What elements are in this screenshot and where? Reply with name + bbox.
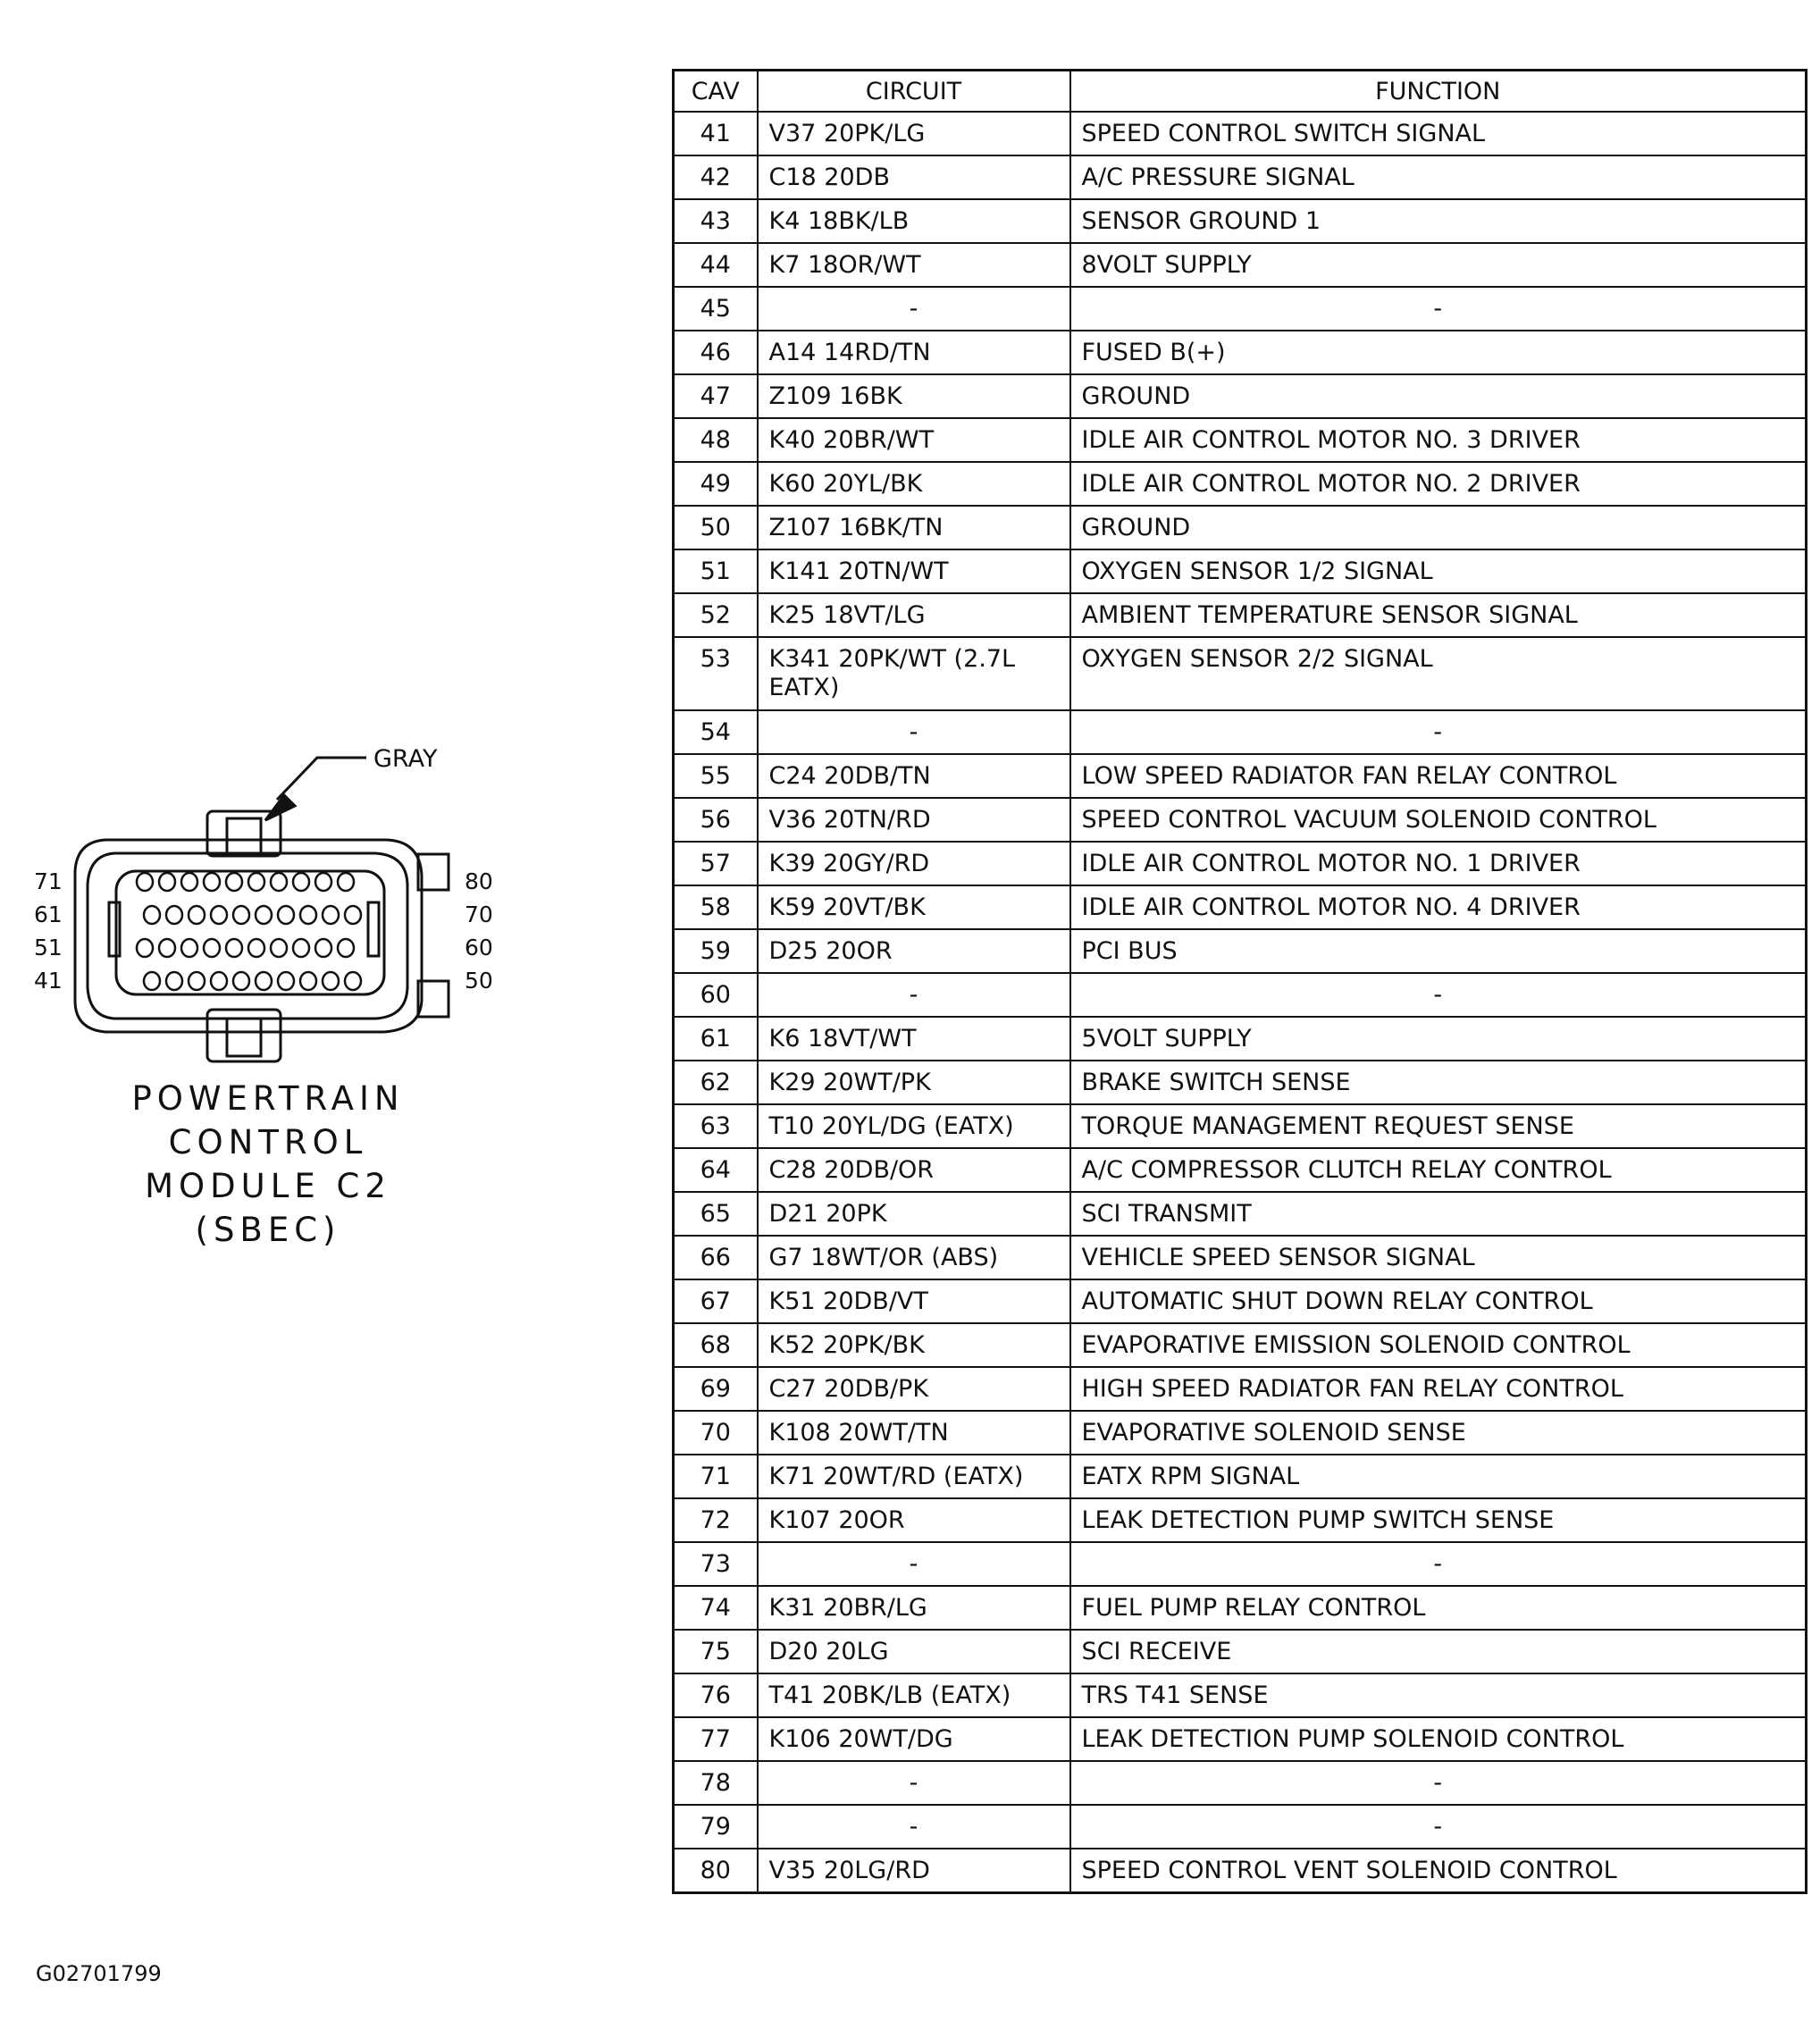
cell-circuit: - bbox=[758, 1805, 1070, 1849]
table-row bbox=[674, 199, 1807, 243]
cell-circuit: Z107 16BK/TN bbox=[758, 506, 1070, 549]
cell-cav: 53 bbox=[674, 637, 758, 710]
header-circuit: CIRCUIT bbox=[758, 71, 1070, 113]
table-row bbox=[674, 637, 1807, 710]
cell-function: FUSED B(+) bbox=[1070, 331, 1807, 374]
cell-circuit: K40 20BR/WT bbox=[758, 418, 1070, 462]
cell-circuit: - bbox=[758, 973, 1070, 1017]
cell-circuit: V35 20LG/RD bbox=[758, 1849, 1070, 1893]
bottom-latch-inner bbox=[227, 1019, 261, 1056]
table-row bbox=[674, 754, 1807, 798]
cell-function: BRAKE SWITCH SENSE bbox=[1070, 1061, 1807, 1104]
cell-cav: 46 bbox=[674, 331, 758, 374]
cell-cav: 69 bbox=[674, 1367, 758, 1411]
pin-cavity bbox=[256, 972, 272, 990]
pin-cavity bbox=[293, 939, 309, 957]
table-row bbox=[674, 155, 1807, 199]
cell-circuit: K71 20WT/RD (EATX) bbox=[758, 1455, 1070, 1498]
pin-label-left-2: 61 bbox=[34, 902, 63, 927]
table-row bbox=[674, 1805, 1807, 1849]
cell-cav: 61 bbox=[674, 1017, 758, 1061]
table-row bbox=[674, 331, 1807, 374]
module-title bbox=[54, 1077, 482, 1252]
pin-cavity bbox=[271, 873, 287, 891]
table-row bbox=[674, 1367, 1807, 1411]
cell-circuit: - bbox=[758, 1542, 1070, 1586]
pin-cavity bbox=[159, 939, 175, 957]
cell-function: AUTOMATIC SHUT DOWN RELAY CONTROL bbox=[1070, 1279, 1807, 1323]
pin-cavity bbox=[278, 972, 294, 990]
pinout-body bbox=[674, 112, 1807, 1893]
cell-cav: 58 bbox=[674, 885, 758, 929]
pin-cavity bbox=[166, 972, 182, 990]
pin-cavity bbox=[137, 873, 153, 891]
pin-cavity bbox=[300, 906, 316, 924]
table-row bbox=[674, 112, 1807, 155]
table-row bbox=[674, 1104, 1807, 1148]
table-row bbox=[674, 1586, 1807, 1630]
cell-function: - bbox=[1070, 710, 1807, 754]
cell-circuit: K59 20VT/BK bbox=[758, 885, 1070, 929]
table-row bbox=[674, 593, 1807, 637]
cell-circuit: V36 20TN/RD bbox=[758, 798, 1070, 842]
cell-circuit: K4 18BK/LB bbox=[758, 199, 1070, 243]
cell-function: SPEED CONTROL VENT SOLENOID CONTROL bbox=[1070, 1849, 1807, 1893]
cell-circuit: D25 20OR bbox=[758, 929, 1070, 973]
cell-function: 8VOLT SUPPLY bbox=[1070, 243, 1807, 287]
cell-function: TRS T41 SENSE bbox=[1070, 1673, 1807, 1717]
pin-cavity bbox=[226, 873, 242, 891]
table-row bbox=[674, 1061, 1807, 1104]
cell-circuit: - bbox=[758, 287, 1070, 331]
cell-cav: 73 bbox=[674, 1542, 758, 1586]
module-title-line-4: (SBEC) bbox=[195, 1211, 341, 1249]
table-row bbox=[674, 973, 1807, 1017]
table-row bbox=[674, 549, 1807, 593]
cell-cav: 67 bbox=[674, 1279, 758, 1323]
cell-function: GROUND bbox=[1070, 506, 1807, 549]
pin-cavity bbox=[144, 906, 160, 924]
pin-cavity bbox=[166, 906, 182, 924]
cell-cav: 76 bbox=[674, 1673, 758, 1717]
table-row bbox=[674, 1673, 1807, 1717]
pin-cavity bbox=[189, 906, 205, 924]
cell-cav: 68 bbox=[674, 1323, 758, 1367]
header-cav: CAV bbox=[674, 71, 758, 113]
cell-circuit: K25 18VT/LG bbox=[758, 593, 1070, 637]
pin-cavity bbox=[345, 972, 361, 990]
cell-cav: 78 bbox=[674, 1761, 758, 1805]
cell-cav: 56 bbox=[674, 798, 758, 842]
cell-cav: 65 bbox=[674, 1192, 758, 1236]
pin-cavity bbox=[338, 873, 354, 891]
cell-cav: 52 bbox=[674, 593, 758, 637]
table-row bbox=[674, 287, 1807, 331]
color-callout-label: GRAY bbox=[373, 745, 438, 773]
cell-cav: 47 bbox=[674, 374, 758, 418]
cell-circuit: C27 20DB/PK bbox=[758, 1367, 1070, 1411]
cell-circuit: C24 20DB/TN bbox=[758, 754, 1070, 798]
table-row bbox=[674, 1323, 1807, 1367]
cell-function: A/C PRESSURE SIGNAL bbox=[1070, 155, 1807, 199]
cell-circuit: C18 20DB bbox=[758, 155, 1070, 199]
pin-label-left-4: 41 bbox=[34, 968, 63, 994]
cell-function: GROUND bbox=[1070, 374, 1807, 418]
cell-function: IDLE AIR CONTROL MOTOR NO. 2 DRIVER bbox=[1070, 462, 1807, 506]
table-row bbox=[674, 418, 1807, 462]
cell-function: LEAK DETECTION PUMP SWITCH SENSE bbox=[1070, 1498, 1807, 1542]
cell-circuit: - bbox=[758, 1761, 1070, 1805]
callout-leader-line bbox=[277, 758, 366, 800]
pin-label-left-1: 71 bbox=[34, 868, 63, 894]
cell-function: HIGH SPEED RADIATOR FAN RELAY CONTROL bbox=[1070, 1367, 1807, 1411]
pin-cavity bbox=[211, 972, 227, 990]
cell-circuit: D21 20PK bbox=[758, 1192, 1070, 1236]
table-row bbox=[674, 1717, 1807, 1761]
module-title-line-3: MODULE C2 bbox=[145, 1167, 391, 1205]
cell-function: AMBIENT TEMPERATURE SENSOR SIGNAL bbox=[1070, 593, 1807, 637]
cell-circuit: K107 20OR bbox=[758, 1498, 1070, 1542]
cell-circuit: C28 20DB/OR bbox=[758, 1148, 1070, 1192]
pin-cavity bbox=[181, 873, 197, 891]
table-row bbox=[674, 1017, 1807, 1061]
top-latch-inner bbox=[227, 818, 261, 854]
pin-cavity bbox=[315, 873, 331, 891]
cell-cav: 62 bbox=[674, 1061, 758, 1104]
pin-cavity bbox=[300, 972, 316, 990]
cell-circuit: K141 20TN/WT bbox=[758, 549, 1070, 593]
cell-cav: 50 bbox=[674, 506, 758, 549]
cell-function: - bbox=[1070, 973, 1807, 1017]
connector-diagram bbox=[0, 0, 536, 1162]
cell-function: EVAPORATIVE SOLENOID SENSE bbox=[1070, 1411, 1807, 1455]
pin-label-left-3: 51 bbox=[34, 935, 63, 960]
cell-function: EVAPORATIVE EMISSION SOLENOID CONTROL bbox=[1070, 1323, 1807, 1367]
cell-function: EATX RPM SIGNAL bbox=[1070, 1455, 1807, 1498]
cell-function: LOW SPEED RADIATOR FAN RELAY CONTROL bbox=[1070, 754, 1807, 798]
cell-function: - bbox=[1070, 1761, 1807, 1805]
cell-cav: 41 bbox=[674, 112, 758, 155]
cell-circuit: K60 20YL/BK bbox=[758, 462, 1070, 506]
pin-cavity bbox=[315, 939, 331, 957]
cell-function: SCI RECEIVE bbox=[1070, 1630, 1807, 1673]
cell-function: OXYGEN SENSOR 1/2 SIGNAL bbox=[1070, 549, 1807, 593]
pin-cavity bbox=[233, 906, 249, 924]
cell-cav: 71 bbox=[674, 1455, 758, 1498]
cell-cav: 57 bbox=[674, 842, 758, 885]
table-row bbox=[674, 1761, 1807, 1805]
cell-circuit: K29 20WT/PK bbox=[758, 1061, 1070, 1104]
cell-circuit: A14 14RD/TN bbox=[758, 331, 1070, 374]
cell-circuit: Z109 16BK bbox=[758, 374, 1070, 418]
pin-cavity bbox=[211, 906, 227, 924]
cell-circuit: K108 20WT/TN bbox=[758, 1411, 1070, 1455]
cell-cav: 59 bbox=[674, 929, 758, 973]
module-title-line-2: CONTROL bbox=[168, 1123, 368, 1162]
cell-circuit: K39 20GY/RD bbox=[758, 842, 1070, 885]
table-row bbox=[674, 1411, 1807, 1455]
pin-cavity bbox=[271, 939, 287, 957]
cell-cav: 63 bbox=[674, 1104, 758, 1148]
table-row bbox=[674, 374, 1807, 418]
table-row bbox=[674, 462, 1807, 506]
table-row bbox=[674, 1498, 1807, 1542]
table-row bbox=[674, 1279, 1807, 1323]
cell-function: - bbox=[1070, 1805, 1807, 1849]
table-row bbox=[674, 798, 1807, 842]
table-row bbox=[674, 506, 1807, 549]
table-row bbox=[674, 1148, 1807, 1192]
pin-cavity bbox=[323, 972, 339, 990]
cell-cav: 54 bbox=[674, 710, 758, 754]
cell-function: IDLE AIR CONTROL MOTOR NO. 3 DRIVER bbox=[1070, 418, 1807, 462]
cell-cav: 48 bbox=[674, 418, 758, 462]
table-row bbox=[674, 1849, 1807, 1893]
cell-cav: 49 bbox=[674, 462, 758, 506]
cell-cav: 74 bbox=[674, 1586, 758, 1630]
table-row bbox=[674, 1455, 1807, 1498]
table-row bbox=[674, 929, 1807, 973]
cell-cav: 72 bbox=[674, 1498, 758, 1542]
pin-cavity bbox=[345, 906, 361, 924]
cell-function: SPEED CONTROL VACUUM SOLENOID CONTROL bbox=[1070, 798, 1807, 842]
pin-cavity bbox=[338, 939, 354, 957]
cell-circuit: D20 20LG bbox=[758, 1630, 1070, 1673]
cell-circuit: G7 18WT/OR (ABS) bbox=[758, 1236, 1070, 1279]
pin-label-right-1: 80 bbox=[465, 868, 493, 894]
cell-function: - bbox=[1070, 287, 1807, 331]
cell-function: SCI TRANSMIT bbox=[1070, 1192, 1807, 1236]
cell-cav: 75 bbox=[674, 1630, 758, 1673]
cell-circuit: K52 20PK/BK bbox=[758, 1323, 1070, 1367]
cell-function: A/C COMPRESSOR CLUTCH RELAY CONTROL bbox=[1070, 1148, 1807, 1192]
cell-cav: 77 bbox=[674, 1717, 758, 1761]
cell-cav: 60 bbox=[674, 973, 758, 1017]
pin-cavity bbox=[204, 939, 220, 957]
cell-circuit: K341 20PK/WT (2.7L EATX) bbox=[758, 637, 1070, 710]
pinout-table bbox=[672, 69, 1807, 1894]
table-row bbox=[674, 842, 1807, 885]
cell-circuit: - bbox=[758, 710, 1070, 754]
cell-cav: 66 bbox=[674, 1236, 758, 1279]
cell-function: TORQUE MANAGEMENT REQUEST SENSE bbox=[1070, 1104, 1807, 1148]
table-row bbox=[674, 1630, 1807, 1673]
cell-circuit: V37 20PK/LG bbox=[758, 112, 1070, 155]
cell-function: SPEED CONTROL SWITCH SIGNAL bbox=[1070, 112, 1807, 155]
left-key-slot bbox=[109, 902, 120, 956]
pin-label-right-4: 50 bbox=[465, 968, 493, 994]
pin-cavity bbox=[159, 873, 175, 891]
pin-cavity bbox=[256, 906, 272, 924]
pin-cavity bbox=[233, 972, 249, 990]
module-title-line-1: POWERTRAIN bbox=[131, 1079, 405, 1118]
table-row bbox=[674, 1192, 1807, 1236]
cell-circuit: T41 20BK/LB (EATX) bbox=[758, 1673, 1070, 1717]
cell-function: SENSOR GROUND 1 bbox=[1070, 199, 1807, 243]
cell-circuit: K6 18VT/WT bbox=[758, 1017, 1070, 1061]
cell-function: IDLE AIR CONTROL MOTOR NO. 1 DRIVER bbox=[1070, 842, 1807, 885]
cell-circuit: K51 20DB/VT bbox=[758, 1279, 1070, 1323]
table-row bbox=[674, 1542, 1807, 1586]
header-function: FUNCTION bbox=[1070, 71, 1807, 113]
pin-cavity bbox=[181, 939, 197, 957]
cell-cav: 70 bbox=[674, 1411, 758, 1455]
pin-cavity bbox=[226, 939, 242, 957]
pin-label-right-2: 70 bbox=[465, 902, 493, 927]
cell-function: VEHICLE SPEED SENSOR SIGNAL bbox=[1070, 1236, 1807, 1279]
table-row bbox=[674, 885, 1807, 929]
table-header-row bbox=[674, 71, 1807, 113]
cell-cav: 43 bbox=[674, 199, 758, 243]
pin-cavity bbox=[278, 906, 294, 924]
cell-function: LEAK DETECTION PUMP SOLENOID CONTROL bbox=[1070, 1717, 1807, 1761]
cell-cav: 51 bbox=[674, 549, 758, 593]
cell-function: IDLE AIR CONTROL MOTOR NO. 4 DRIVER bbox=[1070, 885, 1807, 929]
cell-circuit: K106 20WT/DG bbox=[758, 1717, 1070, 1761]
table-row bbox=[674, 1236, 1807, 1279]
cell-cav: 45 bbox=[674, 287, 758, 331]
table-row bbox=[674, 243, 1807, 287]
table-row bbox=[674, 710, 1807, 754]
pin-label-right-3: 60 bbox=[465, 935, 493, 960]
right-key-slot bbox=[368, 902, 379, 956]
pin-cavity bbox=[293, 873, 309, 891]
pin-cavity bbox=[323, 906, 339, 924]
cell-cav: 55 bbox=[674, 754, 758, 798]
cell-cav: 64 bbox=[674, 1148, 758, 1192]
cell-circuit: K7 18OR/WT bbox=[758, 243, 1070, 287]
cell-cav: 44 bbox=[674, 243, 758, 287]
cell-circuit: K31 20BR/LG bbox=[758, 1586, 1070, 1630]
cell-cav: 42 bbox=[674, 155, 758, 199]
pin-cavity bbox=[144, 972, 160, 990]
pin-cavity bbox=[248, 873, 264, 891]
cell-cav: 80 bbox=[674, 1849, 758, 1893]
figure-id: G02701799 bbox=[36, 1961, 162, 1986]
pin-cavity bbox=[204, 873, 220, 891]
pin-cavity bbox=[189, 972, 205, 990]
cell-function: OXYGEN SENSOR 2/2 SIGNAL bbox=[1070, 637, 1807, 710]
cell-function: PCI BUS bbox=[1070, 929, 1807, 973]
connector-housing-outer bbox=[75, 840, 422, 1032]
cell-cav: 79 bbox=[674, 1805, 758, 1849]
cell-function: FUEL PUMP RELAY CONTROL bbox=[1070, 1586, 1807, 1630]
pin-grid bbox=[137, 873, 361, 990]
cell-function: - bbox=[1070, 1542, 1807, 1586]
cell-function: 5VOLT SUPPLY bbox=[1070, 1017, 1807, 1061]
pin-cavity bbox=[137, 939, 153, 957]
cell-circuit: T10 20YL/DG (EATX) bbox=[758, 1104, 1070, 1148]
pin-cavity bbox=[248, 939, 264, 957]
